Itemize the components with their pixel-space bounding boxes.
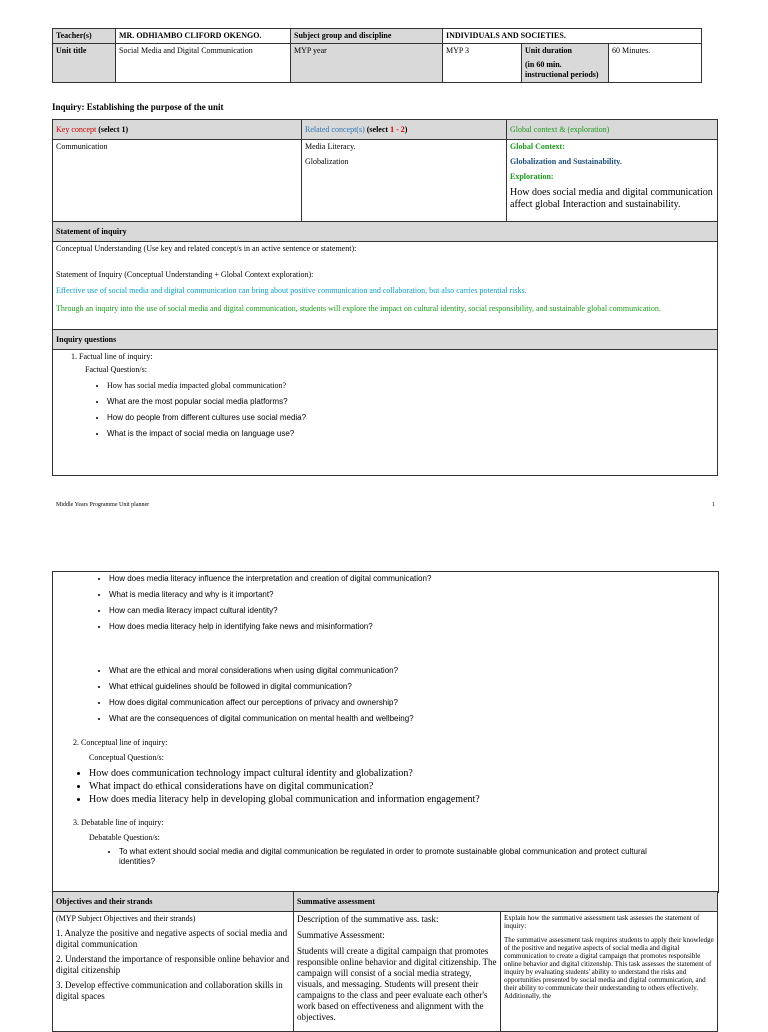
explain-text: The summative assessment task requires students to apply their knowledge of the positive and negative aspects of social media and digital communication to create a digital campaign that promotes responsible online behavior and digital citizenship. This task assesses the statement of inquiry by evaluating students' ability to understand the risks and opportunities presented by social media and digital communication, and their ability to communicate their understanding to others effectively. Additionally, the <box>504 936 714 1000</box>
summative-label: Summative Assessment: <box>297 930 385 940</box>
conceptual-line: 2. Conceptual line of inquiry: <box>73 738 168 747</box>
statement-of-inquiry-text: Through an inquiry into the use of social media and digital communication, students will explore the impact on cultural identity, social responsibility, and sustainable global communication. <box>56 304 661 313</box>
summative-explain-cell <box>501 912 718 1032</box>
objectives-cell <box>53 912 294 1032</box>
related-concept-label: Related concept(s) <box>305 124 365 134</box>
exploration-label: Exploration: <box>510 172 554 181</box>
factual-sub: Factual Question/s: <box>85 365 147 374</box>
concepts-table <box>52 119 718 476</box>
factual-line: 1. Factual line of inquiry: <box>71 352 153 361</box>
list-item: • How do people from different cultures use social media? <box>107 413 714 423</box>
objective-item: 3. Develop effective communication and collaboration skills in digital spaces <box>56 980 283 1001</box>
key-concept-value: Communication <box>53 140 302 222</box>
global-context-value: Globalization and Sustainability. <box>510 157 622 166</box>
debatable-sub: Debatable Question/s: <box>89 833 160 842</box>
related-select-post: ) <box>404 124 408 134</box>
list-item: • What ethical guidelines should be followed in digital communication? <box>109 682 718 692</box>
explain-label: Explain how the summative assessment task assesses the statement of inquiry: <box>504 914 700 930</box>
objectives-assessment-table <box>52 891 718 1032</box>
exploration-value: How does social media and digital communication affect global Interaction and sustainability. <box>510 187 713 210</box>
unit-title-value: Social Media and Digital Communication <box>116 44 291 83</box>
teacher-value: MR. ODHIAMBO CLIFORD OKENGO. <box>116 29 291 44</box>
key-concept-select: (select 1) <box>98 124 129 134</box>
summative-text: Students will create a digital campaign that promotes responsible online behavior and digital citizenship. The campaign will consist of a social media strategy, visuals, and messaging. Students will present their campaigns to the class and peer evaluate each other's work based on effectiveness and alignment with the objectives. <box>297 946 497 1022</box>
unit-title-label: Unit title <box>53 44 116 83</box>
list-item: • How does digital communication affect our perceptions of privacy and ownership? <box>109 698 718 708</box>
key-concept-label: Key concept <box>56 124 97 134</box>
objectives-heading: Objectives and their strands <box>53 892 294 912</box>
global-context-header: Global context & (exploration) <box>507 120 718 140</box>
unit-duration-detail: (in 60 min. instructional periods) <box>525 60 599 79</box>
list-item: • What is media literacy and why is it important? <box>109 590 718 600</box>
inquiry-questions-heading: Inquiry questions <box>53 330 718 350</box>
list-item: • To what extent should social media and digital communication be regulated in order to promote sustainable global communication and protect cultural identities? <box>119 847 679 867</box>
list-item: • What are the consequences of digital communication on mental health and wellbeing? <box>109 714 718 724</box>
debatable-list <box>105 847 679 867</box>
list-item: • What impact do ethical considerations have on digital communication? <box>89 780 718 793</box>
list-item: • How does media literacy help in developing global communication and information engagement? <box>89 793 718 806</box>
debatable-line: 3. Debatable line of inquiry: <box>73 818 164 827</box>
myp-year-label: MYP year <box>291 44 443 83</box>
ethics-list <box>97 666 718 724</box>
unit-header-table <box>52 28 702 83</box>
conceptual-understanding-line: Conceptual Understanding (Use key and related concept/s in an active sentence or statement): <box>56 244 357 253</box>
summative-desc-label: Description of the summative ass. task: <box>297 914 439 924</box>
related-select-range: 1 - 2 <box>390 124 405 134</box>
factual-list <box>89 381 714 439</box>
conceptual-list <box>75 767 718 806</box>
footer-page-number: 1 <box>712 502 715 508</box>
list-item: • What are the ethical and moral considerations when using digital communication? <box>109 666 718 676</box>
objectives-intro: (MYP Subject Objectives and their strands) <box>56 914 196 923</box>
list-item: • How has social media impacted global communication? <box>107 381 714 391</box>
related-concept-item: Globalization <box>305 157 349 166</box>
teacher-label: Teacher(s) <box>53 29 116 44</box>
media-literacy-list <box>97 574 718 632</box>
statement-body <box>53 242 718 330</box>
myp-year-value: MYP 3 <box>443 44 522 83</box>
inquiry-heading: Inquiry: Establishing the purpose of the unit <box>52 102 224 112</box>
related-concept-values <box>302 140 507 222</box>
list-item: • How can media literacy impact cultural identity? <box>109 606 718 616</box>
summative-description-cell <box>294 912 501 1032</box>
related-concept-header <box>302 120 507 140</box>
list-item: • How does communication technology impact cultural identity and globalization? <box>89 767 718 780</box>
inquiry-questions-continued <box>52 571 719 893</box>
list-item: • What is the impact of social media on language use? <box>107 429 714 439</box>
statement-of-inquiry-line: Statement of Inquiry (Conceptual Understanding + Global Context exploration): <box>56 270 314 279</box>
key-concept-header <box>53 120 302 140</box>
list-item: • What are the most popular social media platforms? <box>107 397 714 407</box>
global-context-values <box>507 140 718 222</box>
related-concept-item: Media Literacy. <box>305 142 356 151</box>
objective-item: 2. Understand the importance of responsible online behavior and digital citizenship <box>56 954 290 975</box>
global-context-label: Global Context: <box>510 142 565 151</box>
conceptual-sub: Conceptual Question/s: <box>89 753 164 762</box>
list-item: • How does media literacy influence the interpretation and creation of digital communication? <box>109 574 718 584</box>
statement-heading: Statement of inquiry <box>53 222 718 242</box>
unit-duration-value: 60 Minutes. <box>612 46 651 55</box>
summative-heading: Summative assessment <box>294 892 718 912</box>
footer-title: Middle Years Programme Unit planner <box>56 502 150 508</box>
unit-duration-cell <box>522 44 702 83</box>
subject-label: Subject group and discipline <box>291 29 443 44</box>
conceptual-understanding-text: Effective use of social media and digital communication can bring about positive communication and collaboration, but also carries potential risks. <box>56 286 527 295</box>
inquiry-questions-body <box>53 350 718 476</box>
objective-item: 1. Analyze the positive and negative aspects of social media and digital communication <box>56 928 288 949</box>
subject-value: INDIVIDUALS AND SOCIETIES. <box>443 29 702 44</box>
unit-duration-label: Unit duration <box>525 46 572 55</box>
related-select-pre: (select <box>366 124 391 134</box>
list-item: • How does media literacy help in identifying fake news and misinformation? <box>109 622 718 632</box>
